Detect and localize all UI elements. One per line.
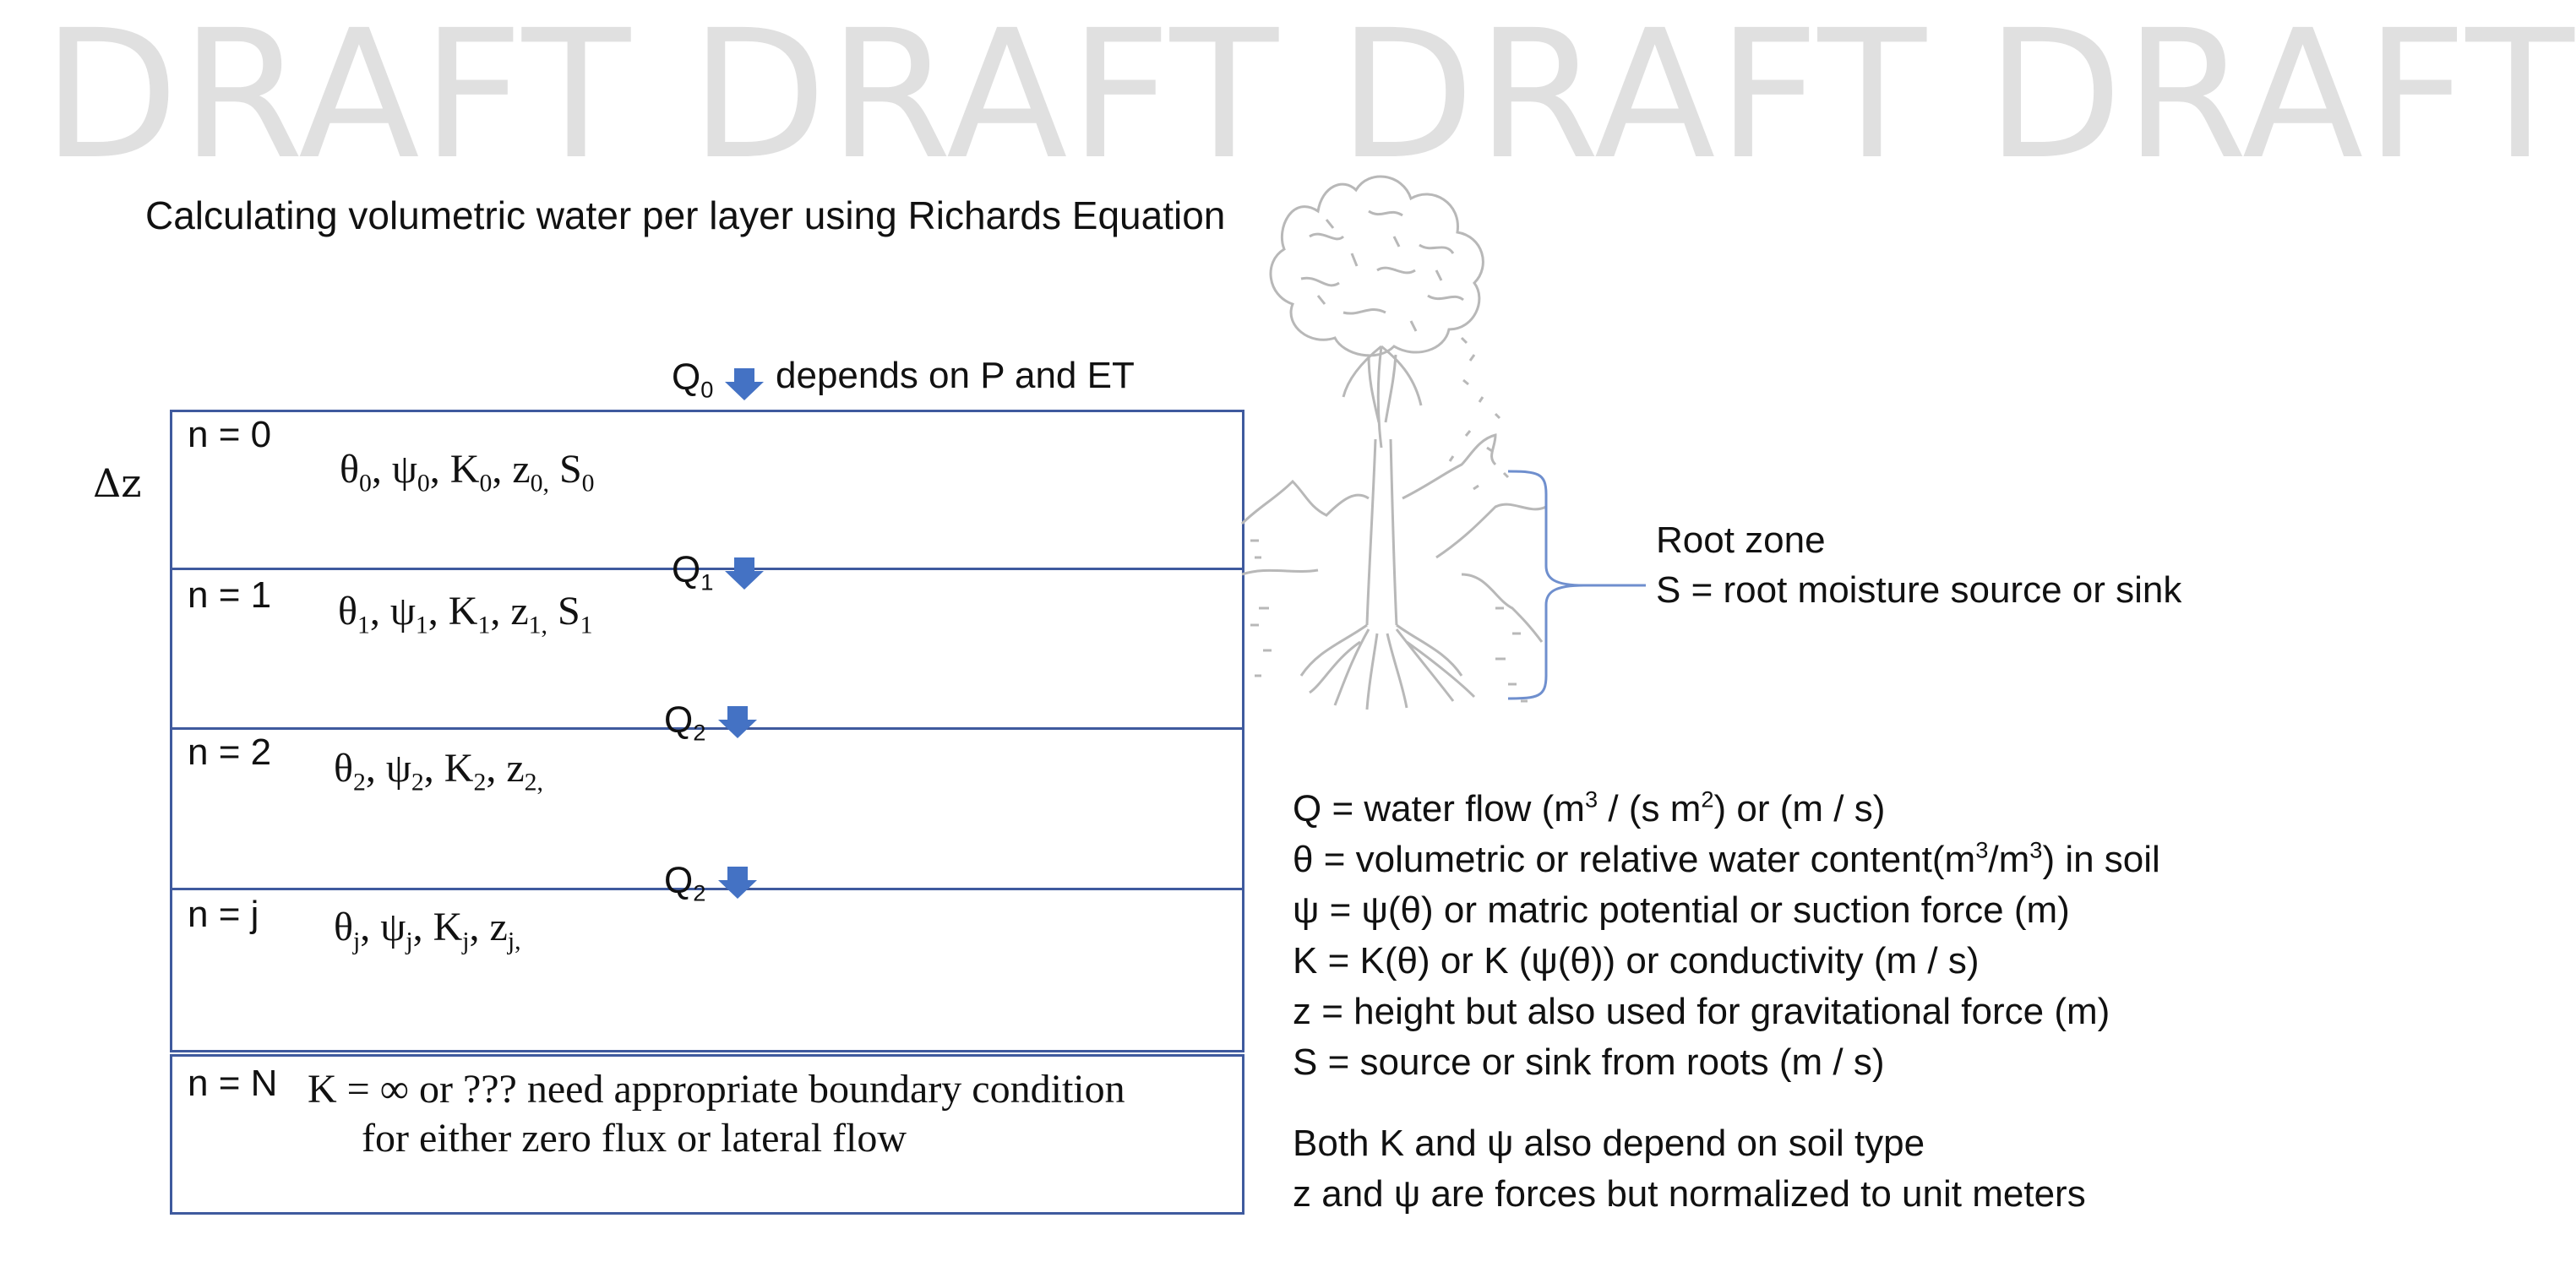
flux-q2-label: $Q_2$ [664, 699, 706, 746]
boundary-condition-line1: K = ∞ or ??? need appropriate boundary condition [308, 1067, 1125, 1112]
legend-psi: ψ = ψ(θ) or matric potential or suction force (m) [1293, 889, 2070, 931]
layer-2-label: n = 2 [188, 731, 272, 773]
flux-q1-label: $Q_1$ [672, 549, 714, 595]
layer-2-variables: $\theta_2$, $\psi_2$, $K_2$, $z_{2,}$ [334, 746, 543, 797]
layer-1-variables: $\theta_1$, $\psi_1$, $K_1$, $z_{1,}$ $S_1$ [338, 589, 593, 639]
legend-theta: θ = volumetric or relative water $content(m^3/m^3)$ in soil [1293, 836, 2160, 880]
legend-k: K = K(θ) or K (ψ(θ)) or conductivity (m / s) [1293, 940, 1980, 982]
legend-q: Q = water flow ($m^3 / (s$ $m^2$) or (m / s) [1293, 786, 1886, 829]
top-flux-label: $Q_0$ [672, 356, 714, 403]
root-zone-title: Root zone [1656, 519, 1826, 561]
layer-1-label: n = 1 [188, 574, 272, 616]
layer-box-0 [170, 410, 1244, 570]
flux-qj-arrow-icon [718, 867, 757, 899]
top-flux-note: depends on P and ET [776, 355, 1135, 396]
legend-s: S = source or sink from roots (m / s) [1293, 1041, 1885, 1083]
flux-q2-arrow-icon [718, 706, 757, 738]
legend-note-normalized: z and ψ are forces but normalized to unit meters [1293, 1173, 2086, 1215]
legend-note-soil-type: Both K and ψ also depend on soil type [1293, 1123, 1925, 1164]
root-zone-description: S = root moisture source or sink [1656, 569, 2182, 611]
top-flux-arrow-icon [725, 368, 764, 400]
layer-box-2 [170, 727, 1244, 890]
legend-z: z = height but also used for gravitational force (m) [1293, 991, 2110, 1032]
layer-box-j [170, 888, 1244, 1052]
flux-qj-label: $Q_2$ [664, 860, 706, 906]
layer-j-label: n = j [188, 894, 259, 935]
layer-0-label: n = 0 [188, 414, 272, 455]
boundary-condition-line2: for either zero flux or lateral flow [362, 1116, 907, 1161]
layer-N-label: n = N [188, 1063, 278, 1104]
legend [1293, 784, 2160, 1220]
layer-j-variables: $\theta_j$, $\psi_j$, $K_j$, $z_{j,}$ [334, 905, 521, 955]
delta-z-label: Δz [93, 460, 142, 506]
page-title: Calculating volumetric water per layer using Richards Equation [145, 193, 1226, 237]
flux-q1-arrow-icon [725, 557, 764, 590]
root-zone-bracket-icon [1504, 469, 1647, 701]
draft-watermark: DRAFT DRAFT DRAFT DRAFT [42, 0, 2576, 198]
layer-0-variables: $\theta_0$, $\psi_0$, $K_0$, $z_{0,}$ $S_0$ [340, 447, 595, 498]
